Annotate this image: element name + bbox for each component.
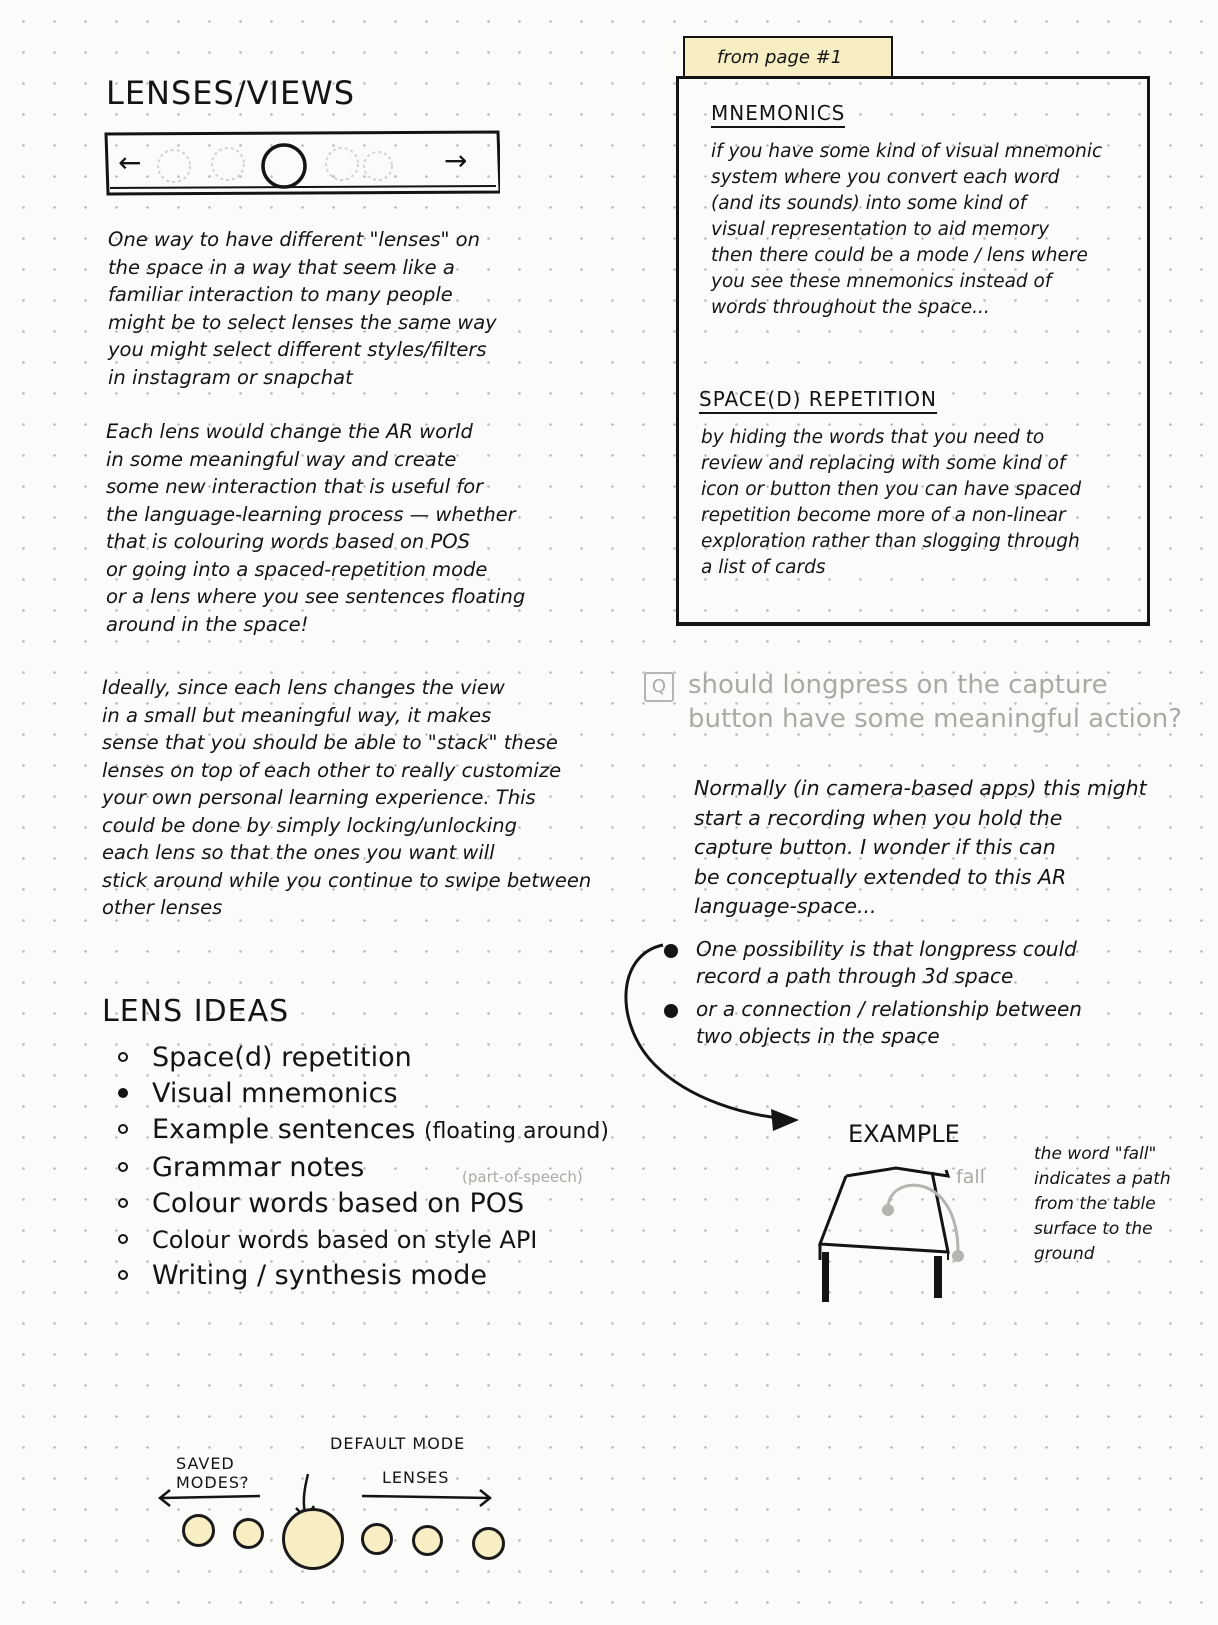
list-item: Space(d) repetition: [110, 1040, 670, 1076]
list-item: Visual mnemonics: [110, 1076, 670, 1112]
filled-bullet-icon: [118, 1088, 128, 1098]
lenses-title: LENSES/VIEWS: [106, 74, 356, 112]
carousel-frame: [104, 130, 500, 196]
list-item: Writing / synthesis mode: [110, 1258, 670, 1294]
pos-note: (part-of-speech): [462, 1168, 583, 1186]
mnemonics-heading: MNEMONICS: [711, 101, 845, 128]
list-item: Colour words based on POS: [110, 1186, 670, 1222]
default-mode-circle[interactable]: [282, 1508, 344, 1570]
lenses-label: LENSES: [382, 1468, 450, 1487]
lens-mode-circle[interactable]: [412, 1525, 443, 1556]
from-page-tab: [683, 36, 893, 78]
mnemonics-text: if you have some kind of visual mnemonic system where you convert each word (and its sounds) into some kind of visual representation to aid memory then there could be a mode / lens where you see these mnemonics instead of words throughout the space...: [711, 141, 1103, 318]
fall-word: fall: [956, 1166, 985, 1188]
saved-modes-label: SAVED MODES?: [176, 1454, 250, 1492]
list-item: or a connection / relationship between two objects in the space: [664, 996, 1204, 1050]
list-item: Colour words based on style API: [110, 1222, 670, 1258]
saved-mode-circle[interactable]: [182, 1514, 215, 1547]
spaced-repetition-heading: SPACE(D) REPETITION: [699, 387, 937, 414]
spaced-repetition-text: by hiding the words that you need to review and replacing with some kind of icon or button then you can have spaced repetition become more of a non-linear exploration rather than slogging through a list of cards: [701, 427, 1082, 578]
lens-ideas-title: LENS IDEAS: [102, 994, 290, 1029]
saved-mode-circle[interactable]: [233, 1518, 264, 1549]
fall-note: the word "fall" indicates a path from the table surface to the ground: [1034, 1144, 1171, 1264]
circle-bullet-icon: [118, 1270, 128, 1280]
example-label: EXAMPLE: [848, 1120, 960, 1148]
normally-text: Normally (in camera-based apps) this might start a recording when you hold the capture button. I wonder if this can be conceptually extended to this AR language-space...: [694, 776, 1147, 918]
lens-carousel[interactable]: [104, 130, 500, 196]
lenses-paragraph-2: Each lens would change the AR world in some meaningful way and create some new interaction that is useful for the language-learning process — whether that is colouring words based on POS or going into a spaced-repetition mode or a lens where you see sentences floating around in the space!: [106, 420, 526, 636]
floating-around-note: (floating around): [423, 1119, 609, 1144]
list-item: Grammar notes: [110, 1150, 670, 1186]
circle-bullet-icon: [118, 1052, 128, 1062]
lens-ideas-list: [110, 1040, 670, 1294]
question-text: should longpress on the capture button have some meaningful action?: [688, 670, 1183, 734]
circle-bullet-icon: [118, 1234, 128, 1244]
circle-bullet-icon: [118, 1124, 128, 1134]
lens-mode-circle[interactable]: [472, 1527, 505, 1560]
arrow-right-icon[interactable]: →: [444, 144, 468, 177]
list-item: Example sentences (floating around): [110, 1112, 670, 1150]
circle-bullet-icon: [118, 1198, 128, 1208]
from-page-label: from page #1: [717, 47, 843, 68]
lens-mode-circle[interactable]: [361, 1523, 393, 1555]
default-mode-label: DEFAULT MODE: [330, 1434, 466, 1453]
arrow-left-icon[interactable]: ←: [118, 146, 142, 179]
list-item: One possibility is that longpress could record a path through 3d space: [664, 936, 1204, 990]
lenses-paragraph-1: One way to have different "lenses" on the space in a way that seem like a familiar interaction to many people might be to select lenses the same way you might select different styles/filters in instagram or snapchat: [108, 228, 497, 389]
curved-arrow-icon: [615, 935, 810, 1135]
lenses-paragraph-3: Ideally, since each lens changes the view in a small but meaningful way, it makes sense that you should be able to "stack" these lenses on top of each other to really customize your own personal learning experience. This could be done by simply locking/unlocking each lens so that the ones you want will stick around while you continue to swipe between other lenses: [102, 676, 592, 919]
circle-bullet-icon: [118, 1162, 128, 1172]
question-icon: Q: [644, 672, 674, 702]
from-page-box: [676, 76, 1150, 626]
